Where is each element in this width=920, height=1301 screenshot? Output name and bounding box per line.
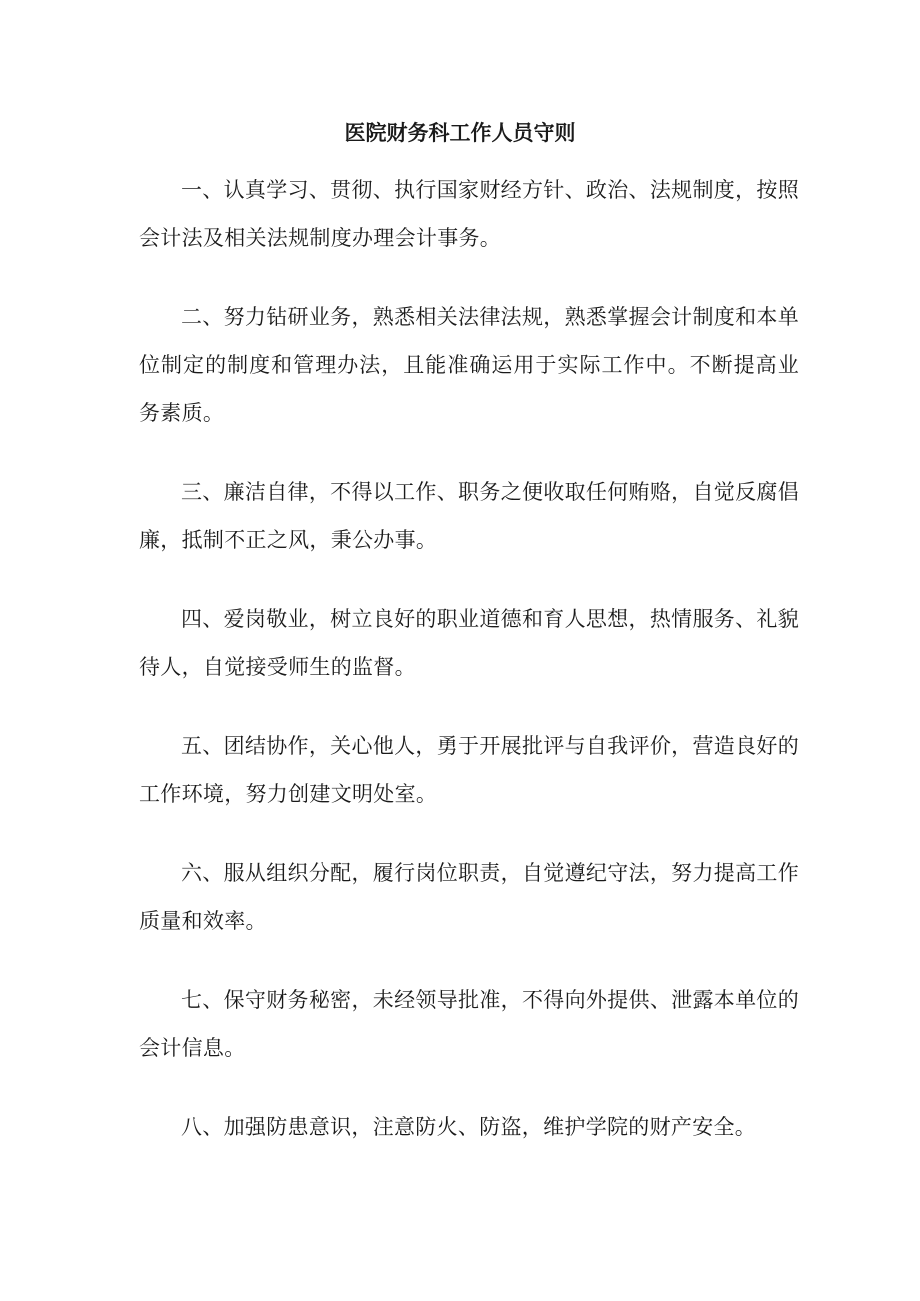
clause-3: 三、廉洁自律，不得以工作、职务之便收取任何贿赂，自觉反腐倡廉，抵制不正之风，秉公办事。	[139, 480, 799, 552]
clause-5: 五、团结协作，关心他人，勇于开展批评与自我评价，营造良好的工作环境，努力创建文明处室。	[139, 734, 799, 806]
clause-8: 八、加强防患意识，注意防火、防盗，维护学院的财产安全。	[181, 1115, 757, 1139]
clause-2: 二、努力钻研业务，熟悉相关法律法规，熟悉掌握会计制度和本单位制定的制度和管理办法，且能准确运用于实际工作中。不断提高业务素质。	[139, 305, 799, 425]
document-title: 医院财务科工作人员守则	[344, 120, 576, 145]
clause-list	[139, 166, 799, 1182]
clause-7: 七、保守财务秘密，未经领导批准，不得向外提供、泄露本单位的会计信息。	[139, 988, 799, 1060]
clause-4: 四、爱岗敬业，树立良好的职业道德和育人思想，热情服务、礼貌待人，自觉接受师生的监督。	[139, 607, 799, 679]
clause-6: 六、服从组织分配，履行岗位职责，自觉遵纪守法，努力提高工作质量和效率。	[139, 861, 799, 933]
clause-1: 一、认真学习、贯彻、执行国家财经方针、政治、法规制度，按照会计法及相关法规制度办理会计事务。	[139, 178, 799, 250]
